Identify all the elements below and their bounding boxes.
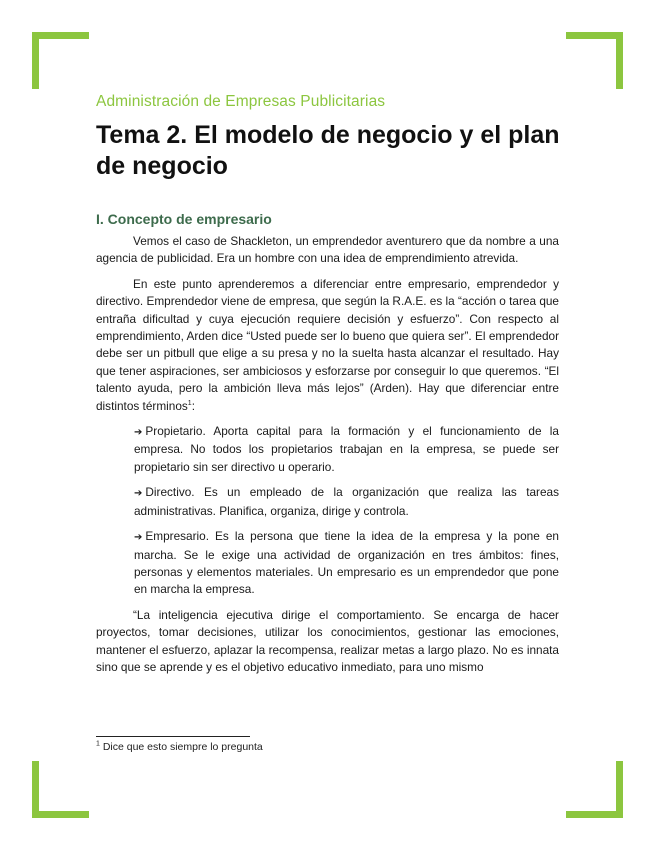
arrow-icon: ➔ <box>134 427 143 439</box>
course-subject: Administración de Empresas Publicitarias <box>96 93 386 110</box>
paragraph: “La inteligencia ejecutiva dirige el comportamiento. Se encarga de hacer proyectos, tomar decisiones, utilizar los conocimientos, gestionar las emociones, mantener el esfuerzo, aplazar la recompensa, realizar metas a largo plazo. No es innata sino que se aprende y es el objetivo educativo inmediato, para uno mismo <box>96 607 559 674</box>
section-heading: I. Concepto de empresario <box>96 211 272 227</box>
page-title: Tema 2. El modelo de negocio y el plan de negocio <box>96 121 560 180</box>
list-item: ➔ Empresario. Es la persona que tiene la idea de la empresa y la pone en marcha. Se le exige una actividad de organización en tres ámbitos: fines, personas y elementos materiales. Un empresario es un emprendedor que pone en marcha la empresa. <box>134 529 559 597</box>
corner-frame-top-left <box>32 32 89 89</box>
definition-list <box>96 423 559 599</box>
arrow-icon: ➔ <box>134 532 143 544</box>
list-item: ➔ Propietario. Aporta capital para la formación y el funcionamiento de la empresa. No todos los propietarios trabajan en la empresa, se puede ser propietario sin ser directivo u operario. <box>134 424 559 474</box>
arrow-icon: ➔ <box>134 488 143 500</box>
corner-frame-bottom-right <box>566 761 623 818</box>
corner-frame-top-right <box>566 32 623 89</box>
corner-frame-bottom-left <box>32 761 89 818</box>
footnote: $^1$ Dice que esto siempre lo pregunta <box>96 740 263 753</box>
body-text <box>96 233 559 684</box>
list-item: ➔ Directivo. Es un empleado de la organización que realiza las tareas administrativas. Planifica, organiza, dirige y controla. <box>134 485 559 518</box>
footnote-number: 1 <box>96 740 100 748</box>
footnote-divider <box>96 736 250 737</box>
paragraph: En este punto aprenderemos a diferenciar entre empresario, emprendedor y directivo. Emprendedor viene de empresa, que según la R.A.E. es la “acción o tarea que entraña dificultad y cuya ejecución requiere decisión y esfuerzo”. Con respecto al emprendimiento, Arden dice “Usted puede ser lo bueno que quiera ser”. El emprendedor debe ser un pitbull que elige a su presa y no la suelta hasta alcanzar el resultado. Hay que tener aspiraciones, ser ambiciosos y esforzarse por conseguir lo que queremos. “El talento ayuda, pero la ambición lleva más lejos” (Arden). Hay que diferenciar entre distintos términos$^1$: <box>96 276 559 413</box>
footnote-ref[interactable]: 1 <box>187 399 192 407</box>
paragraph: Vemos el caso de Shackleton, un emprendedor aventurero que da nombre a una agencia de publicidad. Era un hombre con una idea de emprendimiento atrevida. <box>96 234 559 266</box>
